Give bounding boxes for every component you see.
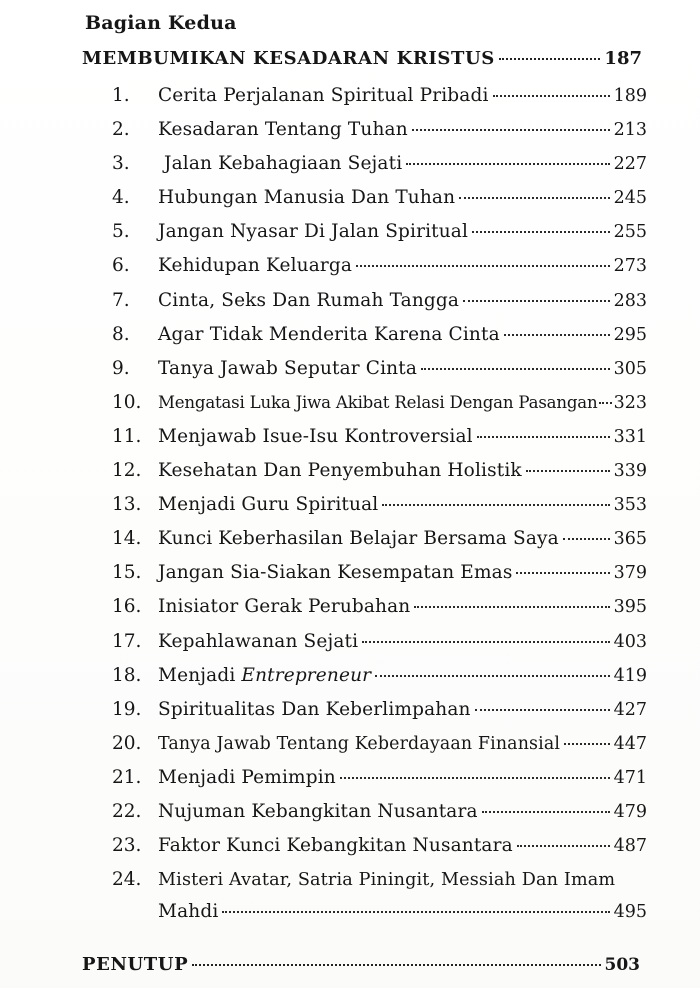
toc-entry [112,528,647,562]
toc-entry-number: 22. [112,800,142,822]
toc-entry-title: Kepahlawanan Sejati [158,630,359,652]
toc-entry [112,631,647,665]
toc-entry [112,767,647,801]
dot-leader [504,334,610,336]
toc-entry-number: 2. [112,119,130,141]
toc-entry [112,221,647,255]
dot-leader [526,470,610,472]
toc-entry [112,733,647,767]
toc-entry [112,699,647,733]
toc-entry-number: 18. [112,664,142,686]
toc-entry-page: 245 [613,188,647,209]
toc-entry-title: Kunci Keberhasilan Belajar Bersama Saya [158,528,559,550]
toc-entry-number: 14. [112,528,142,550]
toc-entry [112,596,647,630]
toc-entry-number: 16. [112,596,142,618]
dot-leader [406,163,609,165]
toc-entry-title: Cerita Perjalanan Spiritual Pribadi [158,85,489,106]
toc-entry-title: Inisiator Gerak Perubahan [158,596,411,618]
toc-entry-title: Kesadaran Tentang Tuhan [158,119,408,141]
toc-entry-page: 447 [613,733,647,754]
toc-entry [112,562,647,596]
toc-entry-line [112,901,647,935]
table-of-contents [112,85,647,935]
toc-entry-page: 379 [613,563,647,584]
toc-entry-title: Mengatasi Luka Jiwa Akibat Relasi Dengan Pasangan [158,392,598,412]
dot-leader [362,641,609,643]
part-page-number: 187 [604,48,642,69]
toc-entry-number: 17. [112,630,142,652]
toc-entry-page: 479 [613,801,647,822]
dot-leader [375,675,609,677]
dot-leader [222,911,609,913]
toc-entry-number: 21. [112,766,142,788]
toc-entry-title: Menjawab Isue-Isu Kontroversial [158,425,473,447]
toc-entry [112,119,647,153]
toc-entry-number: 11. [112,425,142,447]
toc-entry [112,665,647,699]
toc-entry [112,153,647,187]
toc-entry-number: 13. [112,494,142,516]
toc-entry-number: 6. [112,255,130,277]
toc-entry-page: 495 [613,902,647,923]
toc-entry-title-prefix: Menjadi [158,664,242,686]
toc-entry [112,392,647,426]
toc-entry-number: 4. [112,187,130,209]
toc-entry-title [158,665,371,686]
toc-entry-title: Menjadi Guru Spiritual [158,494,379,516]
dot-leader [472,231,610,233]
dot-leader [382,504,609,506]
toc-entry-number: 5. [112,221,130,243]
toc-entry-title: Hubungan Manusia Dan Tuhan [158,187,456,209]
dot-leader [564,743,610,745]
dot-leader [477,436,610,438]
dot-leader [599,402,611,404]
toc-entry [112,460,647,494]
toc-entry-line [112,869,647,901]
dot-leader [463,300,610,302]
dot-leader [192,964,600,966]
toc-entry-page: 339 [613,461,647,482]
toc-entry [112,255,647,289]
toc-entry-page: 283 [613,290,647,311]
dot-leader [412,129,610,131]
toc-entry-number: 7. [112,289,130,311]
toc-entry-page: 227 [613,154,647,175]
toc-entry-page: 403 [613,631,647,652]
toc-entry-page: 331 [613,426,647,447]
toc-entry-number: 10. [112,391,142,413]
toc-entry-page: 471 [613,767,647,788]
toc-entry-page: 273 [613,256,647,277]
dot-leader [356,265,610,267]
toc-entry-title: Kehidupan Keluarga [158,255,353,277]
toc-entry-page: 295 [613,324,647,345]
dot-leader [563,538,610,540]
toc-entry-page: 427 [613,699,647,720]
toc-entry [112,324,647,358]
toc-entry-page: 305 [613,358,647,379]
closing-heading-row [82,954,640,975]
toc-entry [112,290,647,324]
toc-entry-page: 487 [613,836,647,857]
toc-entry-number: 3. [112,153,130,175]
toc-entry-page: 255 [613,222,647,243]
toc-entry-page: 395 [613,597,647,618]
closing-title: PENUTUP [82,954,189,975]
dot-leader [493,95,610,97]
toc-entry-title-continued: Mahdi [158,901,219,923]
toc-entry-title: Spiritualitas Dan Keberlimpahan [158,698,471,720]
toc-entry-number: 23. [112,835,142,857]
toc-entry-title: Jangan Sia-Siakan Kesempatan Emas [158,562,513,584]
toc-entry-page: 189 [613,86,647,106]
closing-page-number: 503 [604,955,640,975]
toc-entry-title: Tanya Jawab Seputar Cinta [158,357,418,379]
dot-leader [499,58,601,60]
dot-leader [459,197,609,199]
toc-entry-page: 353 [613,495,647,516]
dot-leader [340,777,610,779]
toc-entry [112,85,647,119]
toc-entry-title: Faktor Kunci Kebangkitan Nusantara [158,835,513,857]
toc-entry-page: 213 [613,120,647,141]
toc-entry-number: 9. [112,357,130,379]
dot-leader [421,368,610,370]
toc-entry-number: 12. [112,460,142,482]
toc-entry-title: Misteri Avatar, Satria Piningit, Messiah Dan Imam [158,870,616,891]
part-label: Bagian Kedua [85,12,237,34]
dot-leader [475,709,610,711]
dot-leader [516,572,609,574]
toc-entry [112,358,647,392]
dot-leader [517,845,610,847]
toc-entry-number: 8. [112,323,130,345]
toc-entry [112,869,647,935]
toc-entry-number: 1. [112,85,130,106]
part-title: MEMBUMIKAN KESADARAN KRISTUS [82,48,495,69]
toc-entry [112,494,647,528]
toc-entry-title: Tanya Jawab Tentang Keberdayaan Finansial [158,733,561,754]
toc-entry-number: 19. [112,698,142,720]
toc-entry-title-italic: Entrepreneur [241,664,372,686]
toc-entry-number: 20. [112,732,142,754]
toc-entry [112,426,647,460]
part-heading-row [82,48,642,69]
toc-entry-number: 15. [112,562,142,584]
toc-entry-title: Kesehatan Dan Penyembuhan Holistik [158,460,522,482]
dot-leader [414,606,609,608]
toc-entry-title: Cinta, Seks Dan Rumah Tangga [158,289,460,311]
toc-entry-title: Jangan Nyasar Di Jalan Spiritual [158,221,469,243]
toc-entry-number: 24. [112,869,142,891]
toc-entry-title: Menjadi Pemimpin [158,766,336,788]
toc-entry-page: 365 [613,529,647,550]
toc-entry-title: Jalan Kebahagiaan Sejati [158,153,403,175]
toc-entry [112,835,647,869]
toc-entry-title: Nujuman Kebangkitan Nusantara [158,800,478,822]
toc-entry-page: 419 [613,665,647,686]
toc-entry-page: 323 [613,392,647,413]
toc-entry-title: Agar Tidak Menderita Karena Cinta [158,323,500,345]
dot-leader [482,811,610,813]
toc-entry [112,801,647,835]
toc-entry [112,187,647,221]
